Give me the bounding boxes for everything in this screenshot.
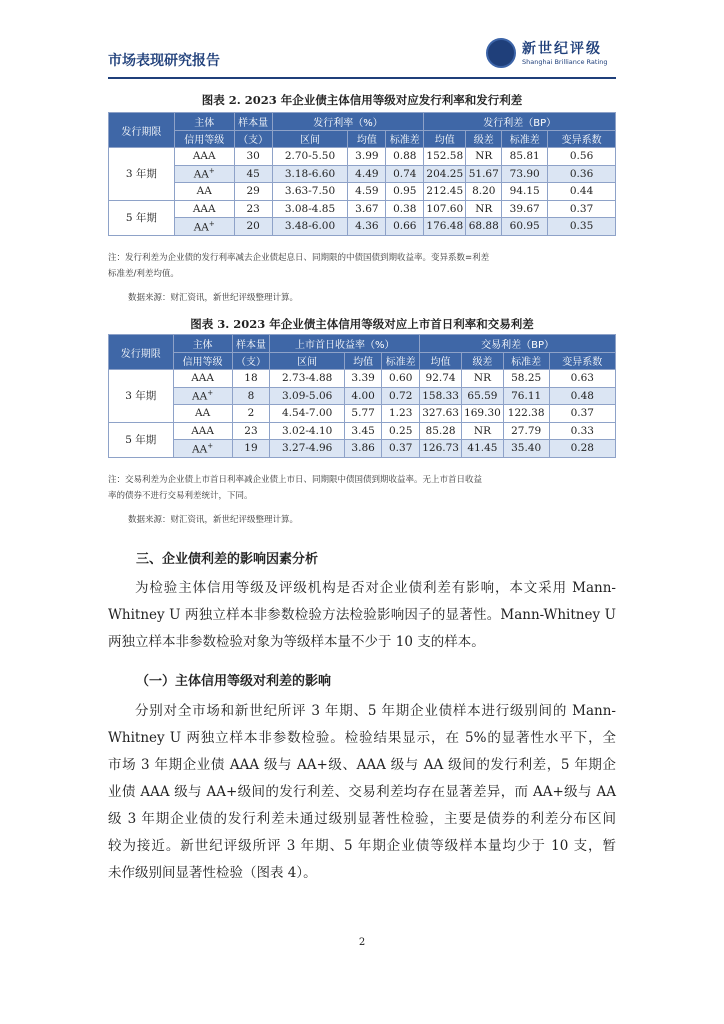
rating-cell: AA (173, 405, 232, 423)
col-spread-std: 标准差 (503, 352, 549, 370)
paragraph-line: 市场 3 年期企业债 AAA 级与 AA+级、AAA 级与 AA 级间的发行利差，5 年期企 (108, 757, 616, 773)
col-spread-group: 发行利差（BP） (424, 113, 616, 131)
col-cv: 变异系数 (549, 352, 615, 370)
range-cell: 4.54-7.00 (270, 405, 345, 423)
paragraph-line: Whitney U 两独立样本非参数检验。检验结果显示，在 5%的显著性水平下，全 (108, 730, 616, 746)
std-cell: 0.74 (386, 165, 424, 183)
table3-caption: 图表 3. 2023 年企业债主体信用等级对应上市首日利率和交易利差 (190, 317, 534, 331)
table-row (109, 148, 616, 166)
cv-cell: 0.56 (548, 148, 616, 166)
table-row (109, 405, 616, 423)
cv-cell: 0.48 (549, 387, 615, 405)
count-cell: 30 (234, 148, 272, 166)
subsection-paragraph (108, 698, 616, 887)
diff-cell: 65.59 (462, 387, 504, 405)
table2-note-line2: 标准差/利差均值。 (108, 269, 179, 279)
std-cell: 0.95 (386, 183, 424, 201)
col-rate-group: 发行利率（%） (272, 113, 424, 131)
cv-cell: 0.28 (549, 440, 615, 458)
table2-source: 数据来源：财汇资讯，新世纪评级整理计算。 (128, 293, 299, 303)
table-row (109, 440, 616, 458)
table-row (109, 183, 616, 201)
spread-std-cell: 122.38 (503, 405, 549, 423)
cv-cell: 0.37 (549, 405, 615, 423)
cv-cell: 0.36 (548, 165, 616, 183)
col-count-1: 样本量 (234, 113, 272, 131)
table2-note (108, 250, 616, 282)
spread-mean-cell: 92.74 (420, 370, 462, 388)
spread-std-cell: 85.81 (502, 148, 548, 166)
count-cell: 29 (234, 183, 272, 201)
table-row (109, 218, 616, 236)
table2-caption: 图表 2. 2023 年企业债主体信用等级对应发行利率和发行利差 (201, 93, 523, 107)
range-cell: 3.27-4.96 (270, 440, 345, 458)
col-spread-mean: 均值 (420, 352, 462, 370)
table2-note-line1: 注：发行利差为企业债的发行利率减去企业债起息日、同期限的中债国债到期收益率。变异系数=利差 (108, 253, 490, 263)
range-cell: 3.18-6.60 (272, 165, 348, 183)
range-cell: 3.02-4.10 (270, 422, 345, 440)
mean-cell: 4.36 (348, 218, 386, 236)
std-cell: 0.66 (386, 218, 424, 236)
count-cell: 20 (234, 218, 272, 236)
rating-cell: AA+ (174, 165, 234, 183)
diff-cell: 68.88 (466, 218, 502, 236)
cv-cell: 0.44 (548, 183, 616, 201)
count-cell: 18 (232, 370, 270, 388)
range-cell: 3.08-4.85 (272, 200, 348, 218)
cv-cell: 0.63 (549, 370, 615, 388)
col-count-2: （支） (232, 352, 270, 370)
rating-cell: AA (174, 183, 234, 201)
page-number: 2 (358, 937, 366, 948)
paragraph-line: Whitney U 两独立样本非参数检验方法检验影响因子的显著性。Mann-Whitney U (108, 607, 616, 623)
spread-std-cell: 73.90 (502, 165, 548, 183)
std-cell: 0.25 (382, 422, 420, 440)
std-cell: 0.37 (382, 440, 420, 458)
count-cell: 23 (232, 422, 270, 440)
table-row (109, 370, 616, 388)
subsection-heading: （一）主体信用等级对利差的影响 (136, 674, 332, 689)
diff-cell: 169.30 (462, 405, 504, 423)
page-header (108, 36, 616, 76)
mean-cell: 3.67 (348, 200, 386, 218)
mean-cell: 4.49 (348, 165, 386, 183)
table3 (108, 334, 616, 458)
count-cell: 8 (232, 387, 270, 405)
rating-cell: AAA (173, 370, 232, 388)
spread-std-cell: 60.95 (502, 218, 548, 236)
std-cell: 0.60 (382, 370, 420, 388)
mean-cell: 5.77 (344, 405, 381, 423)
col-rate-group: 上市首日收益率（%） (270, 335, 420, 353)
col-count-1: 样本量 (232, 335, 270, 353)
spread-mean-cell: 158.33 (420, 387, 462, 405)
spread-std-cell: 58.25 (503, 370, 549, 388)
logo-emblem-icon (486, 38, 516, 68)
range-cell: 3.63-7.50 (272, 183, 348, 201)
table3-note-line2: 率的债券不进行交易利差统计，下同。 (108, 491, 253, 501)
col-mean: 均值 (348, 130, 386, 148)
spread-mean-cell: 176.48 (424, 218, 466, 236)
col-diff: 级差 (462, 352, 504, 370)
mean-cell: 3.39 (344, 370, 381, 388)
period-cell: 3 年期 (109, 370, 174, 423)
spread-std-cell: 94.15 (502, 183, 548, 201)
spread-mean-cell: 107.60 (424, 200, 466, 218)
diff-cell: 51.67 (466, 165, 502, 183)
col-count-2: （支） (234, 130, 272, 148)
spread-mean-cell: 204.25 (424, 165, 466, 183)
section-paragraph (108, 575, 616, 656)
col-std: 标准差 (382, 352, 420, 370)
spread-std-cell: 76.11 (503, 387, 549, 405)
rating-cell: AAA (173, 422, 232, 440)
period-cell: 5 年期 (109, 422, 174, 457)
diff-cell: NR (466, 148, 502, 166)
paragraph-line: 较为接近。新世纪评级所评 3 年期、5 年期企业债等级样本量均少于 10 支，暂 (108, 838, 616, 854)
diff-cell: 8.20 (466, 183, 502, 201)
range-cell: 2.70-5.50 (272, 148, 348, 166)
cv-cell: 0.35 (548, 218, 616, 236)
paragraph-line: 未作级别间显著性检验（图表 4）。 (108, 865, 317, 881)
range-cell: 3.48-6.00 (272, 218, 348, 236)
rating-cell: AAA (174, 148, 234, 166)
rating-cell: AA+ (173, 440, 232, 458)
table2 (108, 112, 616, 236)
count-cell: 45 (234, 165, 272, 183)
col-spread-std: 标准差 (502, 130, 548, 148)
col-period: 发行期限 (109, 113, 175, 148)
period-cell: 5 年期 (109, 200, 175, 235)
rating-cell: AA+ (174, 218, 234, 236)
rating-cell: AA+ (173, 387, 232, 405)
paragraph-line: 两独立样本非参数检验对象为等级样本量不少于 10 支的样本。 (108, 634, 485, 650)
col-rating-2: 信用等级 (174, 130, 234, 148)
count-cell: 2 (232, 405, 270, 423)
count-cell: 19 (232, 440, 270, 458)
spread-std-cell: 35.40 (503, 440, 549, 458)
rating-cell: AAA (174, 200, 234, 218)
spread-mean-cell: 152.58 (424, 148, 466, 166)
std-cell: 0.38 (386, 200, 424, 218)
header-title: 市场表现研究报告 (108, 53, 220, 69)
paragraph-line: 级 3 年期企业债的发行利差未通过级别显著性检验，主要是债券的利差分布区间 (108, 811, 616, 827)
table3-note-line1: 注：交易利差为企业债上市首日利率减企业债上市日、同期限中债国债到期收益率。无上市首日收益 (108, 475, 483, 485)
spread-mean-cell: 327.63 (420, 405, 462, 423)
cv-cell: 0.37 (548, 200, 616, 218)
section-heading: 三、企业债利差的影响因素分析 (136, 552, 319, 567)
paragraph-line: 为检验主体信用等级及评级机构是否对企业债利差有影响，本文采用 Mann- (135, 580, 616, 596)
mean-cell: 3.45 (344, 422, 381, 440)
col-mean: 均值 (344, 352, 381, 370)
col-range: 区间 (272, 130, 348, 148)
cv-cell: 0.33 (549, 422, 615, 440)
count-cell: 23 (234, 200, 272, 218)
header-divider (108, 77, 616, 79)
spread-std-cell: 27.79 (503, 422, 549, 440)
mean-cell: 4.00 (344, 387, 381, 405)
diff-cell: NR (466, 200, 502, 218)
range-cell: 2.73-4.88 (270, 370, 345, 388)
table3-source: 数据来源：财汇资讯，新世纪评级整理计算。 (128, 515, 299, 525)
mean-cell: 3.99 (348, 148, 386, 166)
spread-mean-cell: 85.28 (420, 422, 462, 440)
paragraph-line: 业债 AAA 级与 AA+级间的发行利差、交易利差均存在显著差异，而 AA+级与 AA (108, 784, 616, 800)
col-rating-2: 信用等级 (173, 352, 232, 370)
std-cell: 1.23 (382, 405, 420, 423)
mean-cell: 4.59 (348, 183, 386, 201)
spread-std-cell: 39.67 (502, 200, 548, 218)
period-cell: 3 年期 (109, 148, 175, 201)
col-spread-mean: 均值 (424, 130, 466, 148)
spread-mean-cell: 126.73 (420, 440, 462, 458)
col-period: 发行期限 (109, 335, 174, 370)
range-cell: 3.09-5.06 (270, 387, 345, 405)
col-rating-1: 主体 (173, 335, 232, 353)
table3-note (108, 472, 616, 504)
logo-text-en: Shanghai Brilliance Rating (522, 58, 608, 66)
diff-cell: NR (462, 370, 504, 388)
col-rating-1: 主体 (174, 113, 234, 131)
table-row (109, 422, 616, 440)
spread-mean-cell: 212.45 (424, 183, 466, 201)
std-cell: 0.88 (386, 148, 424, 166)
col-cv: 变异系数 (548, 130, 616, 148)
table-row (109, 165, 616, 183)
diff-cell: 41.45 (462, 440, 504, 458)
col-range: 区间 (270, 352, 345, 370)
logo-text-cn: 新世纪评级 (522, 41, 602, 57)
diff-cell: NR (462, 422, 504, 440)
company-logo (486, 36, 616, 72)
paragraph-line: 分别对全市场和新世纪所评 3 年期、5 年期企业债样本进行级别间的 Mann- (135, 703, 616, 719)
col-std: 标准差 (386, 130, 424, 148)
mean-cell: 3.86 (344, 440, 381, 458)
col-diff: 级差 (466, 130, 502, 148)
col-spread-group: 交易利差（BP） (420, 335, 616, 353)
std-cell: 0.72 (382, 387, 420, 405)
table-row (109, 387, 616, 405)
table-row (109, 200, 616, 218)
